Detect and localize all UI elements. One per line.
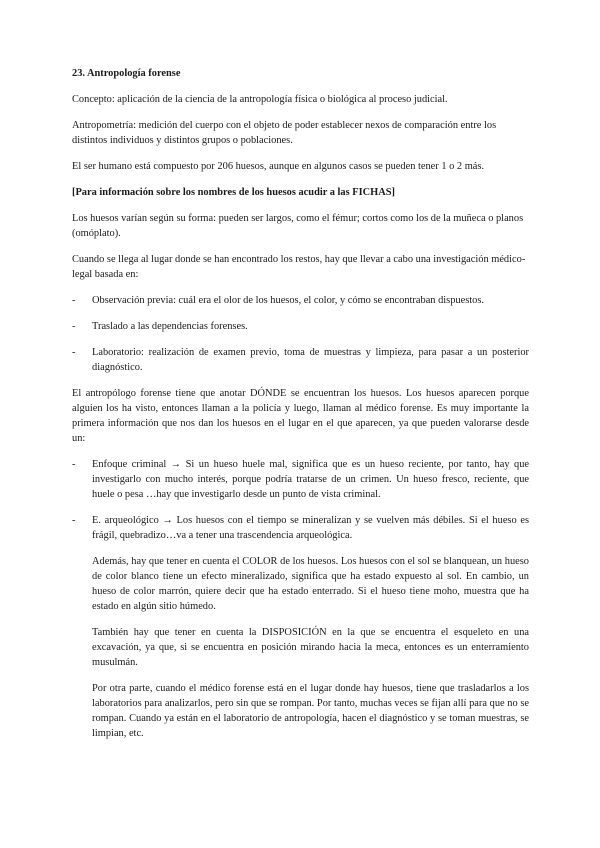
- list-item: [72, 319, 529, 334]
- list-item-text: Traslado a las dependencias forenses.: [92, 321, 248, 332]
- list-dash: -: [72, 515, 76, 526]
- list-dash: -: [72, 459, 76, 470]
- huesos-count-paragraph: El ser humano está compuesto por 206 huesos, aunque en algunos casos se pueden tener 1 o 2 más.: [72, 161, 485, 172]
- investigacion-intro: Cuando se llega al lugar donde se han encontrado los restos, hay que llevar a cabo una investigación médico-legal basada en:: [72, 254, 526, 280]
- traslado-paragraph: Por otra parte, cuando el médico forense está en el lugar donde hay huesos, tiene que trasladarlos a los laboratorios para analizarlos, pero sin que se rompan. Por tanto, muchas veces se fijan allí para que no se rompan. Cuando ya están en el laboratorio de antropología, hacen el diagnóstico y se toman muestras, se limpian, etc.: [92, 683, 529, 739]
- list-item: [72, 457, 529, 502]
- antropometria-paragraph: Antropometría: medición del cuerpo con el objeto de poder establecer nexos de comparación entre los distintos individuos y distintos grupos o poblaciones.: [72, 120, 497, 146]
- forma-paragraph: Los huesos varían según su forma: pueden ser largos, como el fémur; cortos como los de la muñeca o planos (omóplato).: [72, 213, 524, 239]
- color-paragraph: Además, hay que tener en cuenta el COLOR de los huesos. Los huesos con el sol se blanquean, un hueso de color blanco tiene un efecto mineralizado, significa que ha estado expuesto al sol. En cambio, un hueso de color marrón, quiere decir que ha estado enterrado. Si el hueso tiene moho, muestra que ha estado en algún sitio húmedo.: [92, 556, 529, 612]
- list-item-text: E. arqueológico → Los huesos con el tiempo se mineralizan y se vuelven más débiles. Si el hueso es frágil, quebradizo…va a tener una trascendencia arqueológica.: [92, 515, 529, 541]
- list-item-text: Observación previa: cuál era el olor de los huesos, el color, y cómo se encontraban dispuestos.: [92, 295, 484, 306]
- list-item: [72, 513, 529, 543]
- concepto-paragraph: Concepto: aplicación de la ciencia de la antropología física o biológica al proceso judicial.: [72, 94, 448, 105]
- disposicion-paragraph: También hay que tener en cuenta la DISPOSICIÓN en la que se encuentra el esqueleto en una excavación, ya que, si se encuentra en posición mirando hacia la meca, entonces es un enterramiento musulmán.: [92, 627, 529, 668]
- list-item: [72, 345, 529, 375]
- list-item-text: Enfoque criminal → Si un hueso huele mal, significa que es un hueso reciente, por tanto, hay que investigarlo con mucho interés, porque podría tratarse de un crimen. Un hueso fresco, reciente, que huele o pesa …hay que investigarlo desde un punto de vista criminal.: [92, 459, 529, 500]
- list-dash: -: [72, 347, 76, 358]
- list-item-text: Laboratorio: realización de examen previo, toma de muestras y limpieza, para pasar a un posterior diagnóstico.: [92, 347, 529, 373]
- list-dash: -: [72, 321, 76, 332]
- fichas-note: [Para información sobre los nombres de los huesos acudir a las FICHAS]: [72, 187, 395, 198]
- list-item: [72, 293, 529, 308]
- section-title: 23. Antropología forense: [72, 68, 181, 79]
- antropologo-paragraph: El antropólogo forense tiene que anotar DÓNDE se encuentran los huesos. Los huesos aparecen porque alguien los ha visto, entonces llaman a la policía y luego, llaman al médico forense. Es muy importante la primera información que nos dan los huesos en el lugar en el que aparecen, ya que pueden valorarse desde un:: [72, 388, 529, 444]
- list-dash: -: [72, 295, 76, 306]
- document-page: [72, 66, 529, 741]
